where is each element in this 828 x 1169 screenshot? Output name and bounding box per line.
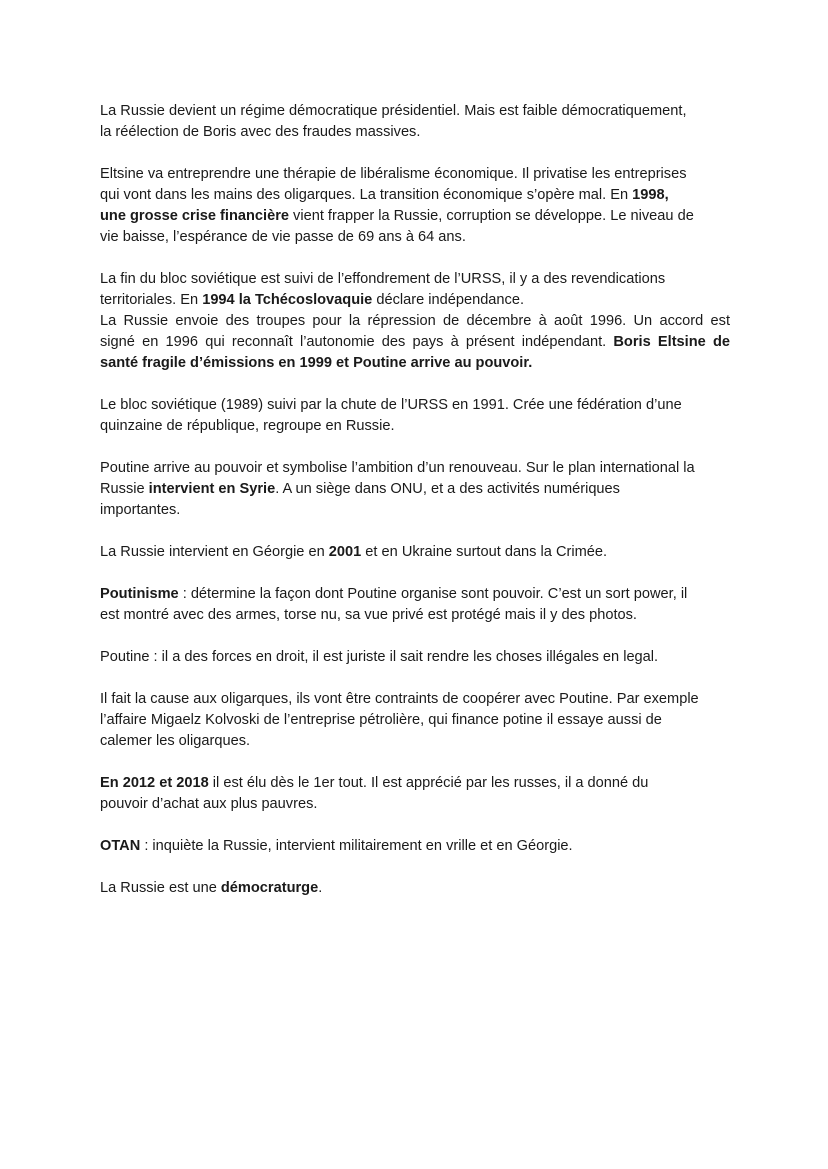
- text-segment: Poutine : il a des forces en droit, il est juriste il sait rendre les choses illégales en legal.: [100, 649, 659, 665]
- text-segment: importantes.: [100, 502, 181, 518]
- text-segment: et en Ukraine surtout dans la Crimée.: [361, 544, 608, 560]
- paragraph: [100, 542, 730, 563]
- text-line: [100, 689, 730, 710]
- text-line: [100, 395, 730, 416]
- text-line: [100, 311, 730, 332]
- text-line: [100, 794, 730, 815]
- bold-text: OTAN: [100, 838, 141, 854]
- text-line: [100, 353, 730, 374]
- bold-text: intervient en Syrie: [148, 481, 276, 497]
- text-segment: La Russie intervient en Géorgie en: [100, 544, 329, 560]
- text-line: [100, 227, 730, 248]
- bold-text: santé fragile d’émissions en 1999 et Poutine arrive au pouvoir.: [100, 355, 533, 371]
- text-segment: pouvoir d’achat aux plus pauvres.: [100, 796, 318, 812]
- text-segment: La fin du bloc soviétique est suivi de l’effondrement de l’URSS, il y a des revendications: [100, 271, 666, 287]
- document-body: [100, 101, 730, 920]
- bold-text: Boris Eltsine de: [613, 334, 730, 350]
- text-segment: calemer les oligarques.: [100, 733, 251, 749]
- text-line: [100, 185, 730, 206]
- text-segment: est montré avec des armes, torse nu, sa vue privé est protégé mais il y des photos.: [100, 607, 637, 623]
- paragraph: [100, 584, 730, 626]
- text-line: [100, 458, 730, 479]
- text-segment: . A un siège dans ONU, et a des activités numériques: [275, 481, 620, 497]
- text-segment: La Russie est une: [100, 880, 221, 896]
- text-segment: la réélection de Boris avec des fraudes massives.: [100, 124, 421, 140]
- text-segment: Eltsine va entreprendre une thérapie de libéralisme économique. Il privatise les entreprises: [100, 166, 687, 182]
- text-segment: La Russie devient un régime démocratique présidentiel. Mais est faible démocratiquement,: [100, 103, 687, 119]
- text-segment: quinzaine de république, regroupe en Russie.: [100, 418, 395, 434]
- text-line: [100, 122, 730, 143]
- bold-text: 1994 la Tchécoslovaquie: [202, 292, 373, 308]
- text-segment: vie baisse, l’espérance de vie passe de 69 ans à 64 ans.: [100, 229, 466, 245]
- text-segment: qui vont dans les mains des oligarques. La transition économique s’opère mal. En: [100, 187, 633, 203]
- paragraph: [100, 395, 730, 437]
- text-segment: Poutine arrive au pouvoir et symbolise l’ambition d’un renouveau. Sur le plan international la: [100, 460, 695, 476]
- paragraph: [100, 773, 730, 815]
- text-line: [100, 164, 730, 185]
- text-segment: Le bloc soviétique (1989) suivi par la chute de l’URSS en 1991. Crée une fédération d’une: [100, 397, 682, 413]
- text-line: [100, 731, 730, 752]
- text-line: [100, 584, 730, 605]
- text-segment: Russie: [100, 481, 149, 497]
- text-segment: La Russie envoie des troupes pour la répression de décembre à août 1996. Un accord est: [100, 313, 730, 329]
- text-segment: .: [318, 880, 323, 896]
- text-line: [100, 710, 730, 731]
- text-line: [100, 605, 730, 626]
- text-line: [100, 836, 730, 857]
- text-line: [100, 101, 730, 122]
- paragraph: [100, 458, 730, 521]
- text-segment: : inquiète la Russie, intervient militairement en vrille et en Géorgie.: [140, 838, 573, 854]
- bold-text: une grosse crise financière: [100, 208, 289, 224]
- text-line: [100, 290, 730, 311]
- paragraph: [100, 101, 730, 143]
- text-segment: il est élu dès le 1er tout. Il est apprécié par les russes, il a donné du: [208, 775, 649, 791]
- text-segment: signé en 1996 qui reconnaît l’autonomie des pays à présent indépendant.: [100, 334, 614, 350]
- text-line: [100, 332, 730, 353]
- paragraph: [100, 878, 730, 899]
- text-segment: territoriales. En: [100, 292, 203, 308]
- text-segment: Il fait la cause aux oligarques, ils vont être contraints de coopérer avec Poutine. Par exemple: [100, 691, 699, 707]
- bold-text: 2001: [328, 544, 362, 560]
- text-segment: : détermine la façon dont Poutine organise sont pouvoir. C’est un sort power, il: [178, 586, 688, 602]
- bold-text: Poutinisme: [100, 586, 179, 602]
- bold-text: 1998,: [632, 187, 669, 203]
- paragraph: [100, 647, 730, 668]
- paragraph: [100, 164, 730, 248]
- text-line: [100, 542, 730, 563]
- text-line: [100, 500, 730, 521]
- text-line: [100, 647, 730, 668]
- text-line: [100, 878, 730, 899]
- text-line: [100, 206, 730, 227]
- text-line: [100, 416, 730, 437]
- bold-text: démocraturge: [220, 880, 319, 896]
- text-line: [100, 269, 730, 290]
- text-segment: déclare indépendance.: [372, 292, 525, 308]
- text-line: [100, 773, 730, 794]
- paragraph: [100, 836, 730, 857]
- bold-text: En 2012 et 2018: [100, 775, 209, 791]
- text-segment: vient frapper la Russie, corruption se développe. Le niveau de: [289, 208, 694, 224]
- text-line: [100, 479, 730, 500]
- paragraph: [100, 269, 730, 374]
- text-segment: l’affaire Migaelz Kolvoski de l’entreprise pétrolière, qui finance potine il essaye aussi de: [100, 712, 662, 728]
- paragraph: [100, 689, 730, 752]
